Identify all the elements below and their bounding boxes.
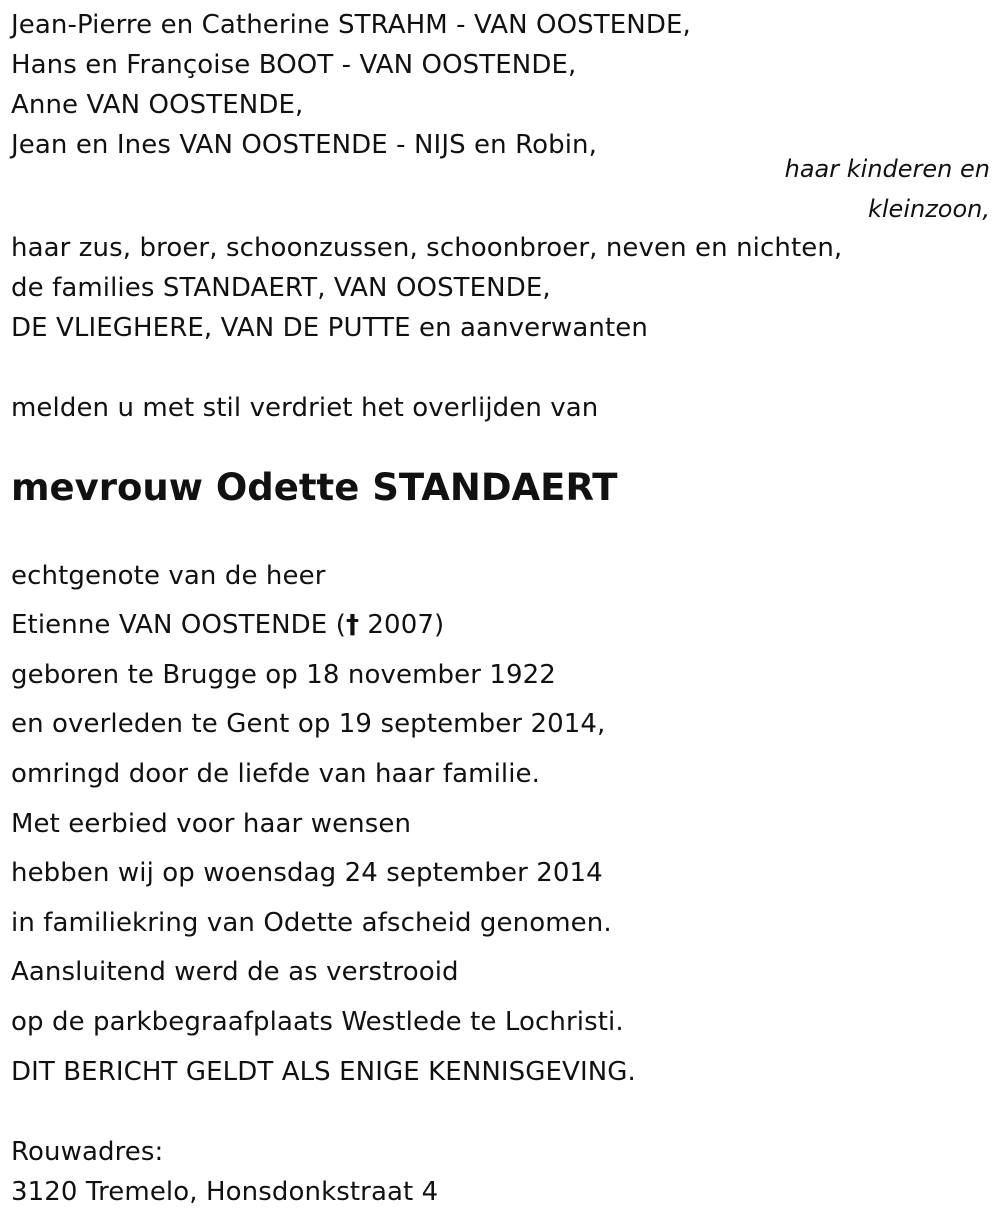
detail-line-4: Met eerbied voor haar wensen xyxy=(11,809,412,839)
detail-line-7: Aansluitend werd de as verstrooid xyxy=(11,957,459,987)
spouse-year: 2007) xyxy=(359,610,445,640)
detail-line-6: in familiekring van Odette afscheid genomen. xyxy=(11,908,612,938)
detail-line-8: op de parkbegraafplaats Westlede te Lochristi. xyxy=(11,1007,624,1037)
address-label: Rouwadres: xyxy=(11,1137,164,1167)
others-line-1: haar zus, broer, schoonzussen, schoonbroer, neven en nichten, xyxy=(11,233,843,263)
spouse-intro: echtgenote van de heer xyxy=(11,561,326,591)
family-line-2: Hans en Françoise BOOT - VAN OOSTENDE, xyxy=(11,50,577,80)
others-line-2: de families STANDAERT, VAN OOSTENDE, xyxy=(11,273,551,303)
detail-line-2: en overleden te Gent op 19 september 2014, xyxy=(11,709,606,739)
relation-line-1: haar kinderen en xyxy=(784,155,990,183)
notice-line: DIT BERICHT GELDT ALS ENIGE KENNISGEVING. xyxy=(11,1057,636,1087)
spouse-line xyxy=(11,610,444,640)
relation-line-2: kleinzoon, xyxy=(867,195,990,223)
others-line-3: DE VLIEGHERE, VAN DE PUTTE en aanverwanten xyxy=(11,313,648,343)
spouse-name: Etienne VAN OOSTENDE ( xyxy=(11,610,346,640)
cross-icon: † xyxy=(345,610,360,640)
family-line-1: Jean-Pierre en Catherine STRAHM - VAN OOSTENDE, xyxy=(11,10,691,40)
deceased-name: mevrouw Odette STANDAERT xyxy=(11,466,618,509)
announcement-text: melden u met stil verdriet het overlijden van xyxy=(11,393,599,423)
detail-line-5: hebben wij op woensdag 24 september 2014 xyxy=(11,858,603,888)
detail-line-1: geboren te Brugge op 18 november 1922 xyxy=(11,660,556,690)
detail-line-3: omringd door de liefde van haar familie. xyxy=(11,759,541,789)
family-line-4: Jean en Ines VAN OOSTENDE - NIJS en Robin, xyxy=(11,130,597,160)
address-value: 3120 Tremelo, Honsdonkstraat 4 xyxy=(11,1177,439,1207)
family-line-3: Anne VAN OOSTENDE, xyxy=(11,90,304,120)
